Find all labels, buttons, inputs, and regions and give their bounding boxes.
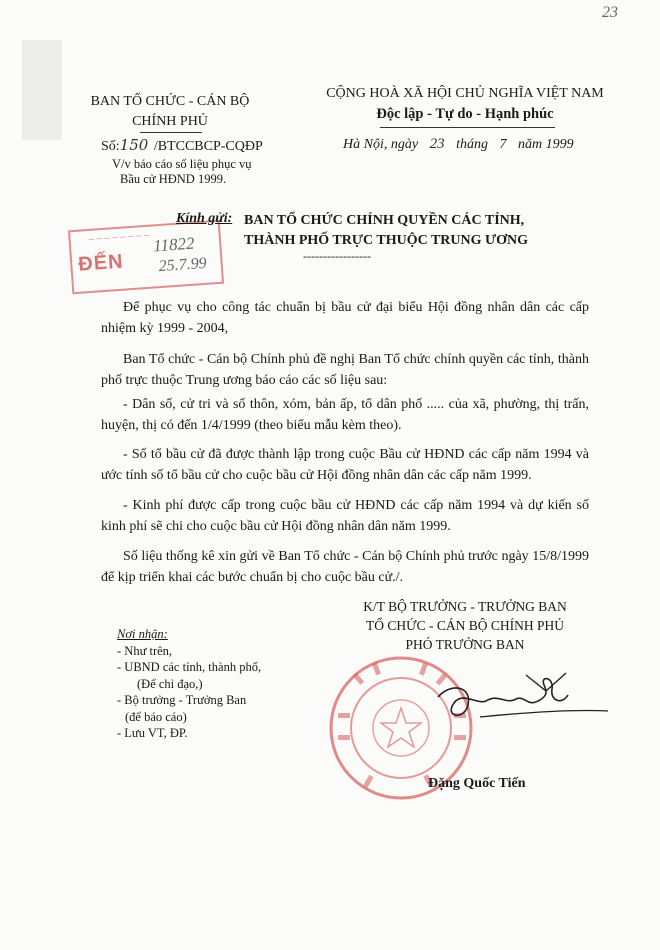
org-underline: [140, 132, 202, 133]
recipient-line-1: BAN TỔ CHỨC CHÍNH QUYỀN CÁC TỈNH,: [244, 213, 525, 228]
stamp-handwritten-date: 25.7.99: [158, 254, 208, 276]
signature-block: [330, 597, 600, 654]
incoming-stamp: [68, 220, 224, 294]
subject-line-2: Bầu cử HĐND 1999.: [120, 172, 227, 186]
recipients-item: - Như trên,: [117, 643, 173, 658]
date-month-label: tháng: [456, 137, 488, 152]
body-item-1: - Dân số, cử tri và số thôn, xóm, bản ấp, tổ dân phố ..... của xã, phường, thị trấn, huyện, thị có đến 1/4/1999 (theo biểu mẫu kèm theo).: [101, 397, 589, 433]
body-paragraph-1: Để phục vụ cho công tác chuẩn bị bầu cử đại biểu Hội đồng nhân dân các cấp nhiệm kỳ 1999 - 2004,: [101, 300, 589, 336]
scan-smudge: [22, 40, 62, 140]
sign-line-2: TỔ CHỨC - CÁN BỘ CHÍNH PHỦ: [366, 618, 564, 633]
national-header: [300, 84, 630, 124]
date-year: 1999: [545, 137, 574, 152]
sign-line-1: K/T BỘ TRƯỞNG - TRƯỞNG BAN: [363, 599, 567, 614]
doc-number-code: /BTCCBCP-CQĐP: [153, 139, 263, 154]
body-item-3: - Kinh phí được cấp trong cuộc bầu cử HĐND các cấp năm 1994 và dự kiến số kinh phí sẽ chi cho cuộc bầu cử Hội đồng nhân dân năm 1999.: [101, 498, 589, 534]
org-line-1: BAN TỔ CHỨC - CÁN BỘ: [90, 94, 250, 109]
sign-line-3: PHÓ TRƯỞNG BAN: [405, 637, 525, 652]
date-month: 7: [499, 137, 507, 152]
corner-handwritten-mark: 23: [602, 4, 618, 21]
document-subject: [112, 157, 252, 187]
doc-number-prefix: Số:: [101, 139, 120, 154]
recipient-line-2: THÀNH PHỐ TRỰC THUỘC TRUNG ƯƠNG: [244, 233, 529, 248]
subject-line-1: V/v báo cáo số liệu phục vụ: [112, 157, 252, 171]
recipients-title: Nơi nhận:: [117, 627, 168, 641]
signer-name: Đặng Quốc Tiến: [428, 776, 526, 791]
body-paragraph-2: Ban Tổ chức - Cán bộ Chính phủ đề nghị Ban Tổ chức chính quyền các tỉnh, thành phố trực thuộc Trung ương báo cáo các số liệu sau:: [101, 352, 589, 388]
recipients-item: - UBND các tỉnh, thành phố,: [117, 660, 262, 674]
recipient-label: Kính gửi:: [176, 211, 233, 226]
date-year-label: năm: [517, 137, 543, 152]
recipients-item: - Bộ trưởng - Trưởng Ban: [117, 693, 247, 707]
stamp-top-line: ─ ─ ─ ─ ─ ─ ─ ─: [88, 230, 150, 244]
recipients-item: - Lưu VT, ĐP.: [117, 726, 188, 740]
recipient-separator: -----------------: [303, 249, 371, 263]
nation-title: CỘNG HOÀ XÃ HỘI CHỦ NGHĨA VIỆT NAM: [326, 86, 604, 101]
body-item-2: - Số tổ bầu cử đã được thành lập trong cuộc Bầu cử HĐND các cấp năm 1994 và ước tính số tổ bầu cử cho cuộc bầu cử Hội đồng nhân dân các cấp năm 1999.: [101, 447, 589, 483]
motto-underline: [380, 127, 555, 128]
date-place: Hà Nội, ngày: [343, 137, 419, 152]
org-line-2: CHÍNH PHỦ: [132, 114, 208, 129]
date-day: 23: [429, 136, 445, 152]
issuing-organization: [70, 92, 270, 132]
recipients-item: (để báo cáo): [125, 709, 187, 724]
recipients-list: [117, 626, 261, 742]
date-line: [343, 136, 574, 153]
doc-number-handwritten: 150: [119, 136, 149, 154]
stamp-handwritten-number: 11822: [152, 233, 196, 256]
handwritten-signature: [420, 655, 610, 765]
document-number: [101, 136, 263, 155]
stamp-den-label: ĐẾN: [77, 250, 125, 276]
body-paragraph-closing: Số liệu thống kê xin gửi về Ban Tổ chức - Cán bộ Chính phủ trước ngày 15/8/1999 để kịp triển khai các bước chuẩn bị cho cuộc bầu cử./.: [101, 549, 589, 585]
recipients-item: (Để chỉ đạo,): [137, 676, 203, 691]
nation-motto: Độc lập - Tự do - Hạnh phúc: [376, 106, 554, 122]
recipient: [244, 211, 528, 251]
